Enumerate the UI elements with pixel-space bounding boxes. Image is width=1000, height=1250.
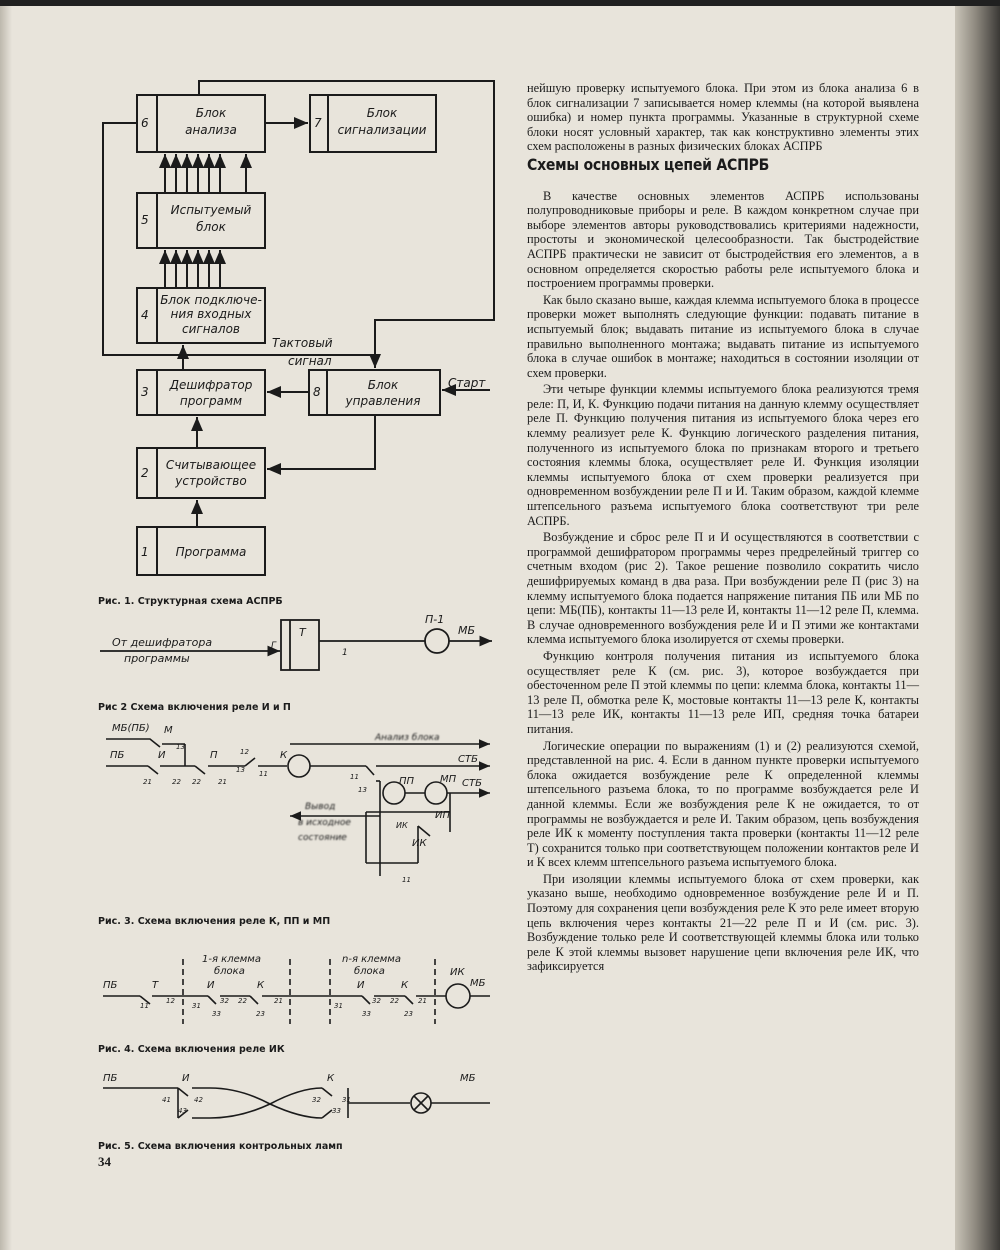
paragraph-3: Эти четыре функции клеммы испытуемого блока реализуются тремя реле: П, И, К. Функцию подачи питания на данную клемму осуществляет реле П. Функцию получения питания из испытуемого блока через его клемму реализует реле К. Функцию логического разделения питания, полученного из испытуемого блока по признакам второго и третьего состояния клеммы блока, осуществляет реле И. Функция изоляции клеммы испытуемого блока от схем проверки реализуется при одновременном возбуждении реле П и И. Таким образом, каждой клемме штепсельного разъема испытуемого блока соответствуют три реле АСПРБ.: [527, 382, 919, 528]
figure-2-caption: Рис 2 Схема включения реле И и П: [98, 702, 291, 713]
paragraph-1: В качестве основных элементов АСПРБ использованы полупроводниковые приборы и реле. В каждом конкретном случае при выборе элементов авторы руководствовались критериями надежности, простоты и экономической целесообразности. Так быстродействие АСПРБ практически не зависит от быстродействия его элементов, а в основном определяется скоростью работы реле испытуемого блока и построением программы проверки.: [527, 188, 919, 291]
fig3-k-label: К: [280, 750, 288, 761]
figure-3-schematic: [95, 714, 505, 899]
fig3-stb-1: СТБ: [458, 754, 478, 765]
figure-4-schematic: [95, 944, 505, 1034]
figure-3-caption: Рис. 3. Схема включения реле К, ПП и МП: [98, 916, 331, 927]
fig4-c23: 23: [256, 1010, 265, 1018]
article-text-column: [527, 81, 919, 976]
block-7-label-1: Блок: [366, 106, 398, 120]
figure-1-caption: Рис. 1. Структурная схема АСПРБ: [98, 596, 283, 607]
fig4-terminal-n-label-1: n-я клемма: [342, 954, 401, 965]
fig4-k2-label: К: [401, 980, 409, 991]
block-3-label-2: программ: [179, 394, 243, 408]
block-2-label-1: Считывающее: [165, 458, 257, 472]
block-7-label-2: сигнализации: [337, 123, 427, 137]
fig3-contact-11: 11: [259, 770, 268, 778]
block-5-number: 5: [141, 213, 149, 227]
figure-5-caption: Рис. 5. Схема включения контрольных ламп: [98, 1141, 343, 1152]
fig2-g-label: Г: [271, 641, 277, 651]
fig3-state-label-2: в исходное: [298, 818, 351, 828]
figure-1-block-diagram: [95, 71, 505, 591]
block-5-label-2: блок: [196, 220, 226, 234]
fig3-contact-21: 21: [143, 778, 152, 786]
block-1-number: 1: [141, 545, 149, 559]
block-8-label-1: Блок: [367, 378, 399, 392]
fig3-ik-label-2: ИК: [396, 821, 408, 830]
block-4-label-3: сигналов: [182, 322, 240, 336]
fig3-stb-2: СТБ: [462, 778, 482, 789]
clock-signal-label-1: Тактовый: [272, 336, 333, 350]
fig5-pb-label: ПБ: [103, 1073, 118, 1084]
block-8-number: 8: [313, 385, 321, 399]
fig5-i-label: И: [182, 1073, 190, 1084]
fig5-mb-label: МБ: [460, 1073, 476, 1084]
fig4-pb-label: ПБ: [103, 980, 118, 991]
fig3-contact-22: 22: [172, 778, 181, 786]
paragraph-5: Функцию контроля получения питания из испытуемого блока осуществляет реле К (см. рис. 3), которое возбуждается при обесточенном реле П этой клеммы по цепи: клемма блока, контакты 11—13 реле П, обмотка реле К, мостовые контакты 11—13 реле К, контакты 11—13 реле ИК, контакты 11—13 реле ИП, средняя точка батареи питания.: [527, 648, 919, 736]
fig4-m23: 23: [404, 1010, 413, 1018]
fig3-contact-21b: 21: [218, 778, 227, 786]
block-4-label-2: ния входных: [170, 307, 252, 321]
fig4-mb-label: МБ: [470, 978, 486, 989]
fig3-mp-label: МП: [440, 774, 457, 785]
fig4-t-label: Т: [152, 980, 159, 991]
paragraph-intro: нейшую проверку испытуемого блока. При этом из блока анализа 6 в блок сигнализации 7 записывается номер клеммы (на которой выявлена ошибка) и номер пункта программы. Указанные в структурной схеме блоки носят условный характер, так как конструктивно элементы этих схем расположены в разных физических блоках АСПРБ: [527, 81, 919, 154]
fig3-m-label: М: [164, 725, 173, 736]
paragraph-7: При изоляции клеммы испытуемого блока от схем проверки, как указано выше, необходимо одновременное возбуждение реле И и П. Поэтому для сохранения цепи возбуждения реле К это реле имеет вторую цепь включения через контакты 21—22 реле П и И (см. рис. 3). Возбуждение только реле И соответствующей клеммы блока или только реле К этой клеммы вызовет нарушение цепи включения реле ИК, что зафиксируется: [527, 871, 919, 974]
page-edge-shadow: [0, 6, 12, 1250]
fig4-c33: 33: [212, 1010, 221, 1018]
block-4-label-1: Блок подключе-: [160, 293, 262, 307]
fig5-c32: 32: [312, 1096, 321, 1104]
fig4-c31: 31: [192, 1002, 201, 1010]
fig4-i1-label: И: [207, 980, 215, 991]
block-8-label-2: управления: [345, 394, 421, 408]
block-5-label-1: Испытуемый: [170, 203, 252, 217]
fig2-input-label-2: программы: [124, 652, 190, 665]
fig4-terminal-n-label-2: блока: [354, 966, 385, 977]
fig4-c21: 21: [274, 997, 283, 1005]
fig2-input-label-1: От дешифратора: [112, 636, 213, 649]
fig5-k-label: К: [327, 1073, 335, 1084]
fig2-relay-label: П-1: [425, 613, 445, 626]
section-heading: Схемы основных цепей АСПРБ: [527, 154, 770, 174]
block-2-label-2: устройство: [175, 474, 247, 488]
fig2-mb-label: МБ: [458, 624, 476, 637]
fig3-ip-label: ИП: [435, 810, 450, 821]
page-number: 34: [98, 1154, 111, 1169]
fig4-m32: 32: [372, 997, 381, 1005]
fig4-c22: 22: [238, 997, 247, 1005]
fig3-i-label: И: [158, 750, 166, 761]
fig4-m22: 22: [390, 997, 399, 1005]
fig3-pp-label: ПП: [399, 776, 415, 787]
figure-4-caption: Рис. 4. Схема включения реле ИК: [98, 1044, 285, 1055]
fig3-contact-13: 13: [176, 743, 185, 751]
fig3-pb-label: ПБ: [110, 750, 125, 761]
fig3-contact-13c: 13: [358, 786, 367, 794]
block-2-number: 2: [141, 466, 149, 480]
block-6-number: 6: [141, 116, 149, 130]
clock-signal-label-2: сигнал: [288, 354, 332, 368]
fig3-contact-13b: 13: [236, 766, 245, 774]
fig3-contact-11c: 11: [402, 876, 411, 884]
start-label: Старт: [448, 376, 486, 390]
block-6-label-1: Блок: [195, 106, 227, 120]
block-6-label-2: анализа: [185, 123, 237, 137]
fig5-c41: 41: [162, 1096, 171, 1104]
fig3-state-label-1: Вывод: [305, 802, 336, 812]
fig3-contact-11b: 11: [350, 773, 359, 781]
block-7-number: 7: [314, 116, 322, 130]
fig4-terminal-1-label-1: 1-я клемма: [202, 954, 261, 965]
book-page: [0, 6, 1000, 1250]
figure-2-schematic: [95, 606, 505, 696]
fig3-contact-22b: 22: [192, 778, 201, 786]
block-1-label-1: Программа: [175, 545, 247, 559]
fig2-trigger-label: T: [299, 626, 306, 639]
paragraph-6: Логические операции по выражениям (1) и (2) реализуются схемой, представленной на рис. 4. Если в данном пункте проверки испытуемого блока ожидается возбуждение реле К определенной клеммы штепсельного разъема блока, то по программе возбуждается реле И данной клеммы. Если же возбуждения реле К не ожидается, то от программы не возбуждается и реле И. Таким образом, цепь возбуждения реле ИК к моменту поступления такта проверки (контакты 11—12 реле Т) сохранится только при соответствующем положении контактов реле И и К всех клемм штепсельного разъема испытуемого блока.: [527, 738, 919, 870]
paragraph-4: Возбуждение и сброс реле П и И осуществляются в соответствии с программой дешифратором программы через предрелейный триггер со счетным входом (рис 2). Такое решение позволило сократить число дешифрируемых команд в два раза. При возбуждении реле П (рис 3) на клемму испытуемого блока подается напряжение питания ПБ или МБ по цепи: МБ(ПБ), контакты 11—13 реле И, контакты 11—12 реле П, клемма. В случае одновременного возбуждения реле И и П этими же контактами клемма испытуемого блока изолируется от схемы проверки.: [527, 530, 919, 647]
fig4-i2-label: И: [357, 980, 365, 991]
fig4-t12: 12: [166, 997, 175, 1005]
figure-5-schematic: [95, 1066, 505, 1136]
book-spine: [955, 6, 1000, 1250]
fig3-p-label: П: [210, 750, 218, 761]
fig2-out-label: 1: [342, 648, 348, 658]
fig5-c42: 42: [194, 1096, 203, 1104]
fig4-terminal-1-label-2: блока: [214, 966, 245, 977]
fig4-t11: 11: [140, 1002, 149, 1010]
fig4-k1-label: К: [257, 980, 265, 991]
paragraph-2: Как было сказано выше, каждая клемма испытуемого блока в процессе проверки может выполнять следующие функции: подавать питание в испытуемый блок; выдавать питание из испытуемого блока в случае правильно выполненного монтажа; выдавать питание из испытуемого блока в случае ошибок в монтаже; находиться в состоянии изоляции от схем проверки.: [527, 292, 919, 380]
fig3-ik-label: ИК: [412, 838, 427, 849]
fig3-analysis-label: Анализ блока: [375, 733, 440, 743]
fig3-contact-12: 12: [240, 748, 249, 756]
block-3-number: 3: [141, 385, 149, 399]
fig4-ik-label: ИК: [450, 967, 465, 978]
fig4-c32: 32: [220, 997, 229, 1005]
fig5-c33: 33: [332, 1107, 341, 1115]
fig3-mbpb-label: МБ(ПБ): [112, 723, 150, 734]
fig4-m21: 21: [418, 997, 427, 1005]
fig4-m31: 31: [334, 1002, 343, 1010]
fig5-c43: 43: [178, 1107, 187, 1115]
fig5-c31: 31: [342, 1096, 351, 1104]
fig4-m33: 33: [362, 1010, 371, 1018]
fig3-state-label-3: состояние: [298, 833, 347, 843]
block-4-number: 4: [141, 308, 149, 322]
block-3-label-1: Дешифратор: [169, 378, 253, 392]
